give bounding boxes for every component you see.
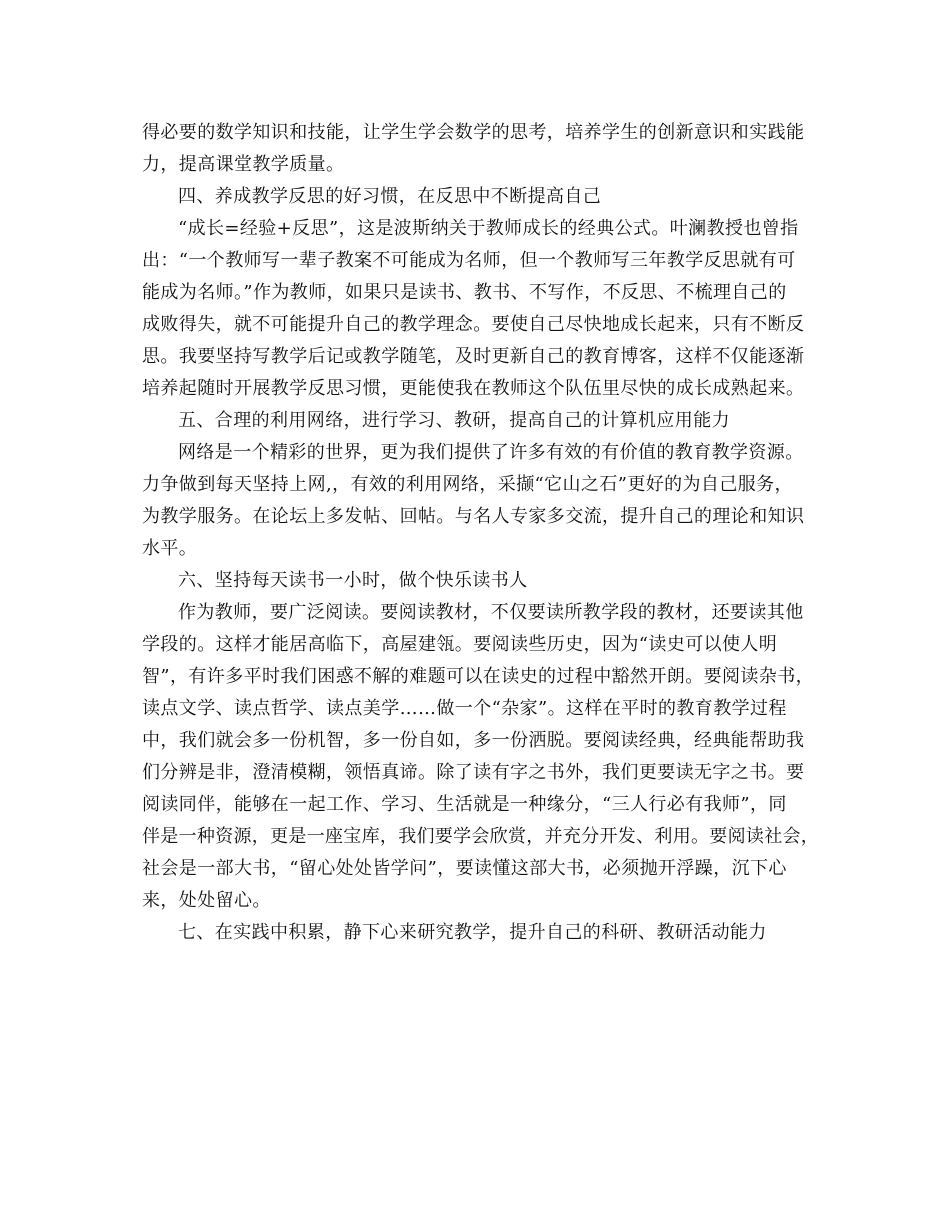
text-line: 培养起随时开展教学反思习惯，更能使我在教师这个队伍里尽快的成长成熟起来。 [142, 378, 805, 399]
text-line: “成长=经验+反思”，这是波斯纳关于教师成长的经典公式。叶澜教授也曾指 [178, 218, 799, 239]
text-line: 五、合理的利用网络，进行学习、教研，提高自己的计算机应用能力 [178, 410, 730, 431]
text-line: 社会是一部大书，“留心处处皆学问”，要读懂这部大书，必须抛开浮躁，沉下心 [142, 858, 787, 879]
text-line: 成败得失，就不可能提升自己的教学理念。要使自己尽快地成长起来，只有不断反 [142, 314, 805, 335]
text-line: 伴是一种资源，更是一座宝库，我们要学会欣赏，并充分开发、利用。要阅读社会， [142, 826, 820, 847]
text-line: 为教学服务。在论坛上多发帖、回帖。与名人专家多交流，提升自己的理论和知识 [142, 506, 805, 527]
text-line: 水平。 [142, 538, 198, 559]
text-line: 出：“一个教师写一辈子教案不可能成为名师，但一个教师写三年教学反思就有可 [142, 250, 796, 271]
text-line: 来，处处留心。 [142, 890, 271, 911]
text-line: 网络是一个精彩的世界，更为我们提供了许多有效的有价值的教育教学资源。 [178, 442, 804, 463]
text-line: 力争做到每天坚持上网,，有效的利用网络，采撷“它山之石”更好的为自己服务， [142, 474, 793, 495]
text-line: 智”，有许多平时我们困惑不解的难题可以在读史的过程中豁然开朗。要阅读杂书， [142, 666, 814, 687]
text-line: 读点文学、读点哲学、读点美学……做一个“杂家”。这样在平时的教育教学过程 [142, 698, 787, 719]
text-line: 六、坚持每天读书一小时，做个快乐读书人 [178, 570, 528, 591]
text-line: 得必要的数学知识和技能，让学生学会数学的思考，培养学生的创新意识和实践能 [142, 122, 805, 143]
text-line: 们分辨是非，澄清模糊，领悟真谛。除了读有字之书外，我们更要读无字之书。要 [142, 762, 805, 783]
text-line: 思。我要坚持写教学后记或教学随笔，及时更新自己的教育博客，这样不仅能逐渐 [142, 346, 805, 367]
text-line: 七、在实践中积累，静下心来研究教学，提升自己的科研、教研活动能力 [178, 922, 767, 943]
text-line: 能成为名师。”作为教师，如果只是读书、教书、不写作，不反思、不梳理自己的 [142, 282, 787, 303]
text-line: 阅读同伴，能够在一起工作、学习、生活就是一种缘分，“三人行必有我师”，同 [142, 794, 787, 815]
document-body [142, 117, 822, 949]
text-line: 四、养成教学反思的好习惯，在反思中不断提高自己 [178, 186, 602, 207]
text-line: 学段的。这样才能居高临下，高屋建瓴。要阅读些历史，因为“读史可以使人明 [142, 634, 778, 655]
text-line: 力，提高课堂教学质量。 [142, 154, 345, 175]
text-line: 中，我们就会多一份机智，多一份自如，多一份洒脱。要阅读经典，经典能帮助我 [142, 730, 805, 751]
text-line: 作为教师，要广泛阅读。要阅读教材，不仅要读所教学段的教材，还要读其他 [178, 602, 804, 623]
